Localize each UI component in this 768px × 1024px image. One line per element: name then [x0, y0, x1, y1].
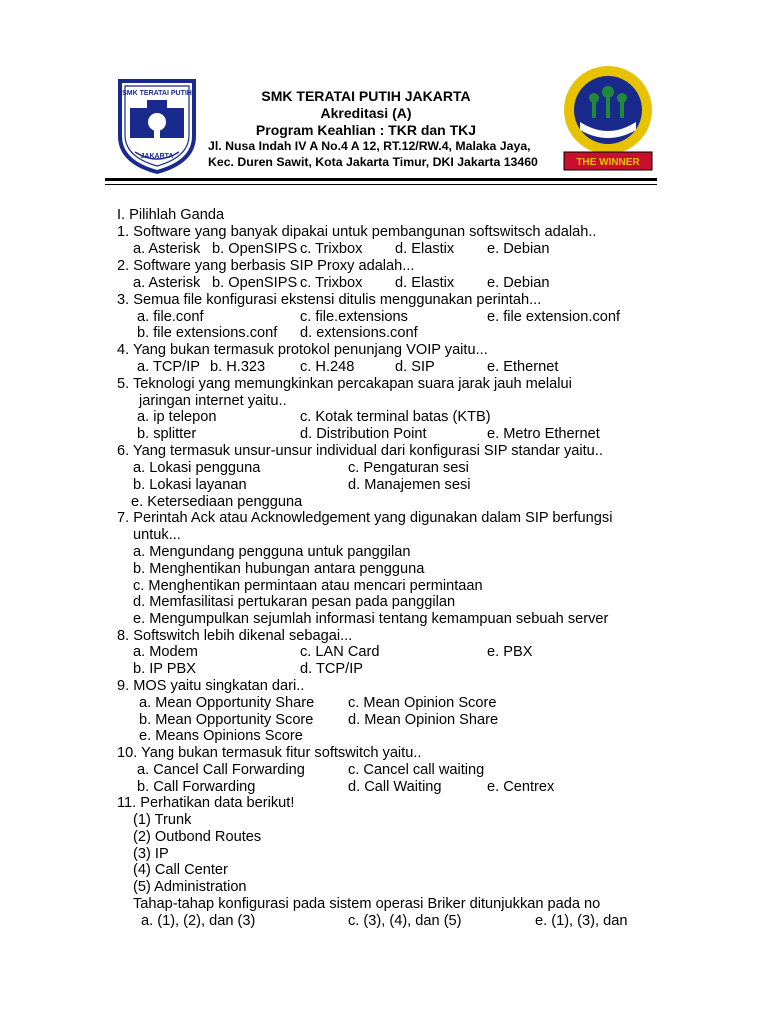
q6-option-e: e. Ketersediaan pengguna [131, 494, 303, 510]
q9-option-b: b. Mean Opportunity Score [139, 712, 314, 728]
q10-option-c: c. Cancel call waiting [348, 762, 485, 778]
q8-option-c: c. LAN Card [300, 644, 380, 660]
q6-option-b: b. Lokasi layanan [133, 477, 247, 493]
q7-option-d: d. Memfasilitasi pertukaran pesan pada panggilan [133, 594, 456, 610]
q11-option-c: c. (3), (4), dan (5) [348, 913, 462, 929]
q5-option-e: e. Metro Ethernet [487, 426, 600, 442]
q3-option-a: a. file.conf [137, 309, 204, 325]
q2-option-a: a. Asterisk [133, 275, 201, 291]
q3-option-b: b. file extensions.conf [137, 325, 278, 341]
q4-option-c: c. H.248 [300, 359, 355, 375]
q3-option-e: e. file extension.conf [487, 309, 621, 325]
q3-option-c: c. file.extensions [300, 309, 408, 325]
q9-option-d: d. Mean Opinion Share [348, 712, 499, 728]
question-10-stem: 10. Yang bukan termasuk fitur softswitch yaitu.. [117, 745, 422, 761]
q9-option-a: a. Mean Opportunity Share [139, 695, 315, 711]
school-logo [117, 78, 197, 174]
question-1-stem: 1. Software yang banyak dipakai untuk pembangunan softswitsch adalah.. [117, 224, 597, 240]
section-title: I. Pilihlah Ganda [117, 207, 225, 223]
school-name: SMK TERATAI PUTIH JAKARTA [261, 88, 471, 104]
q11-item: (4) Call Center [133, 862, 228, 878]
question-8-stem: 8. Softswitch lebih dikenal sebagai... [117, 628, 353, 644]
q7-option-c: c. Menghentikan permintaan atau mencari permintaan [133, 578, 483, 594]
the-winner-logo [556, 64, 660, 174]
program: Program Keahlian : TKR dan TKJ [255, 122, 477, 138]
q5-option-b: b. splitter [137, 426, 197, 442]
q4-option-b: b. H.323 [210, 359, 266, 375]
question-5-stem: 5. Teknologi yang memungkinkan percakapan suara jarak jauh melalui [117, 376, 572, 392]
q5-option-c: c. Kotak terminal batas (KTB) [300, 409, 491, 425]
q11-item: (5) Administration [133, 879, 247, 895]
q9-option-e: e. Means Opinions Score [139, 728, 303, 744]
q7-option-e: e. Mengumpulkan sejumlah informasi tentang kemampuan sebuah server [133, 611, 609, 627]
q9-option-c: c. Mean Opinion Score [348, 695, 497, 711]
q4-option-d: d. SIP [395, 359, 435, 375]
question-3-stem: 3. Semua file konfigurasi ekstensi ditulis menggunakan perintah... [117, 292, 542, 308]
q7-option-b: b. Menghentikan hubungan antara pengguna [133, 561, 425, 577]
q11-item: (3) IP [133, 846, 169, 862]
address-line-1: Jl. Nusa Indah IV A No.4 A 12, RT.12/RW.4, Malaka Jaya, [208, 139, 531, 153]
q6-option-a: a. Lokasi pengguna [133, 460, 261, 476]
address-line-2: Kec. Duren Sawit, Kota Jakarta Timur, DKI Jakarta 13460 [208, 155, 538, 169]
q8-option-e: e. PBX [487, 644, 533, 660]
q4-option-a: a. TCP/IP [137, 359, 200, 375]
header-rule-thick [105, 178, 657, 181]
question-6-stem: 6. Yang termasuk unsur-unsur individual dari konfigurasi SIP standar yaitu.. [117, 443, 603, 459]
q7-option-a: a. Mengundang pengguna untuk panggilan [133, 544, 411, 560]
question-11-stem: 11. Perhatikan data berikut! [117, 795, 295, 811]
q11-item: (1) Trunk [133, 812, 192, 828]
q3-option-d: d. extensions.conf [300, 325, 418, 341]
question-4-stem: 4. Yang bukan termasuk protokol penunjang VOIP yaitu... [117, 342, 488, 358]
header-rule-thin [105, 184, 657, 185]
question-9-stem: 9. MOS yaitu singkatan dari.. [117, 678, 305, 694]
q1-option-a: a. Asterisk [133, 241, 201, 257]
q6-option-d: d. Manajemen sesi [348, 477, 471, 493]
q11-option-e: e. (1), (3), dan [535, 913, 628, 929]
q1-option-d: d. Elastix [395, 241, 455, 257]
q4-option-e: e. Ethernet [487, 359, 559, 375]
q8-option-a: a. Modem [133, 644, 198, 660]
q5-option-d: d. Distribution Point [300, 426, 427, 442]
q1-option-c: c. Trixbox [300, 241, 363, 257]
winner-banner-text: THE WINNER [576, 157, 640, 168]
q2-option-c: c. Trixbox [300, 275, 363, 291]
question-5-stem-cont: jaringan internet yaitu.. [139, 393, 287, 409]
logo-text-bottom: JAKARTA [140, 153, 174, 160]
question-11-stem-2: Tahap-tahap konfigurasi pada sistem operasi Briker ditunjukkan pada no [133, 896, 601, 912]
q2-option-d: d. Elastix [395, 275, 455, 291]
q11-option-a: a. (1), (2), dan (3) [141, 913, 256, 929]
q11-item: (2) Outbond Routes [133, 829, 262, 845]
logo-text-top: SMK TERATAI PUTIH [122, 90, 192, 97]
q2-option-b: b. OpenSIPS [212, 275, 298, 291]
q10-option-b: b. Call Forwarding [137, 779, 256, 795]
question-2-stem: 2. Software yang berbasis SIP Proxy adalah... [117, 258, 415, 274]
accreditation: Akreditasi (A) [320, 105, 412, 121]
q8-option-b: b. IP PBX [133, 661, 197, 677]
q10-option-d: d. Call Waiting [348, 779, 442, 795]
question-7-stem: 7. Perintah Ack atau Acknowledgement yang digunakan dalam SIP berfungsi [117, 510, 613, 526]
q1-option-e: e. Debian [487, 241, 550, 257]
q10-option-e: e. Centrex [487, 779, 555, 795]
q8-option-d: d. TCP/IP [300, 661, 363, 677]
question-7-stem-cont: untuk... [133, 527, 181, 543]
q5-option-a: a. ip telepon [137, 409, 217, 425]
q1-option-b: b. OpenSIPS [212, 241, 298, 257]
q2-option-e: e. Debian [487, 275, 550, 291]
q10-option-a: a. Cancel Call Forwarding [137, 762, 305, 778]
q6-option-c: c. Pengaturan sesi [348, 460, 469, 476]
